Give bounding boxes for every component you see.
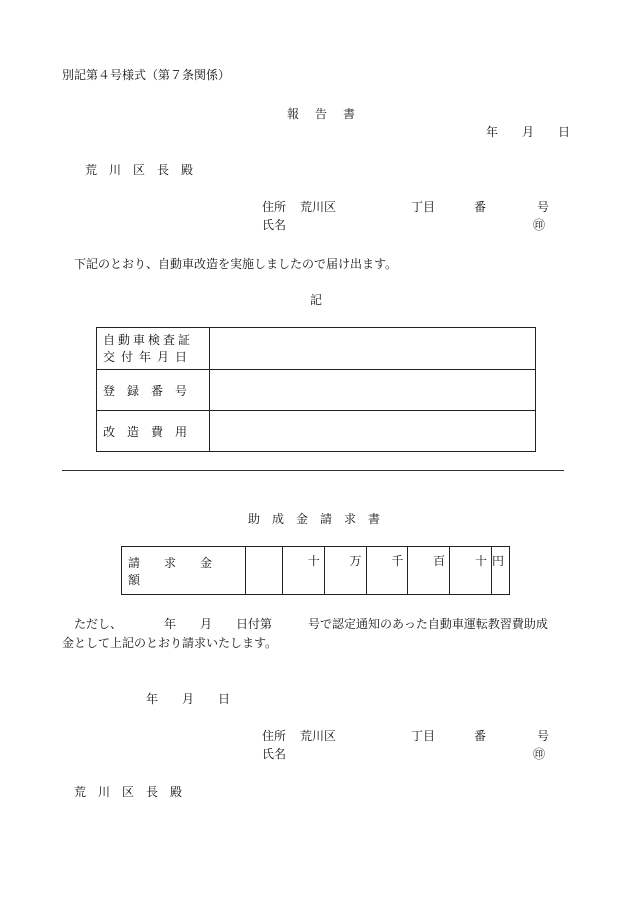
claim-seal: ㊞: [533, 747, 546, 761]
report-seal: ㊞: [533, 218, 546, 232]
section-divider: [62, 470, 564, 471]
report-body: 下記のとおり、自動車改造を実施しましたので届け出ます。: [74, 257, 398, 271]
report-name-label: 氏名: [262, 218, 287, 232]
report-value-cost[interactable]: [210, 411, 536, 452]
report-label-registration: 登 録 番 号: [97, 370, 210, 411]
claim-unit-ju1[interactable]: 十: [283, 547, 325, 595]
report-go: 号: [537, 200, 550, 214]
report-label-cost: 改 造 費 用: [97, 411, 210, 452]
report-addressee: 荒 川 区 長 殿: [85, 163, 194, 177]
report-label-inspection: 自動車検査証 交付年月日: [97, 328, 210, 370]
claim-go: 号: [537, 729, 550, 743]
claim-unit-en[interactable]: 円: [491, 547, 509, 595]
claim-amount-label: 請 求 金 額: [122, 547, 246, 595]
claim-chome: 丁目: [411, 729, 436, 743]
report-address-label: 住所: [262, 200, 287, 214]
claim-unit-sen[interactable]: 千: [366, 547, 408, 595]
report-title: 報 告 書: [287, 107, 358, 121]
claim-ban: 番: [474, 729, 487, 743]
claim-unit-man[interactable]: 万: [324, 547, 366, 595]
claim-name-label: 氏名: [262, 747, 287, 761]
claim-body-line1: ただし、 年 月 日付第 号で認定通知のあった自動車運転教習費助成: [74, 617, 548, 631]
claim-address-ward: 荒川区: [300, 729, 337, 743]
claim-amount-table: [121, 546, 510, 595]
report-chome: 丁目: [411, 200, 436, 214]
claim-addressee: 荒 川 区 長 殿: [74, 785, 183, 799]
report-date: 年 月 日: [486, 125, 571, 139]
claim-body-line2: 金として上記のとおり請求いたします。: [62, 636, 278, 650]
report-ban: 番: [474, 200, 487, 214]
report-table: [96, 327, 536, 452]
report-value-inspection[interactable]: [210, 328, 536, 370]
claim-date: 年 月 日: [146, 692, 231, 706]
claim-unit-hyaku[interactable]: 百: [408, 547, 450, 595]
report-value-registration[interactable]: [210, 370, 536, 411]
claim-title: 助 成 金 請 求 書: [248, 512, 381, 526]
report-address-ward: 荒川区: [300, 200, 337, 214]
report-ki: 記: [310, 293, 323, 307]
claim-amount-digit-blank[interactable]: [246, 547, 283, 595]
claim-address-label: 住所: [262, 729, 287, 743]
form-label: 別記第４号様式（第７条関係）: [62, 68, 231, 82]
claim-unit-ju2[interactable]: 十: [450, 547, 492, 595]
